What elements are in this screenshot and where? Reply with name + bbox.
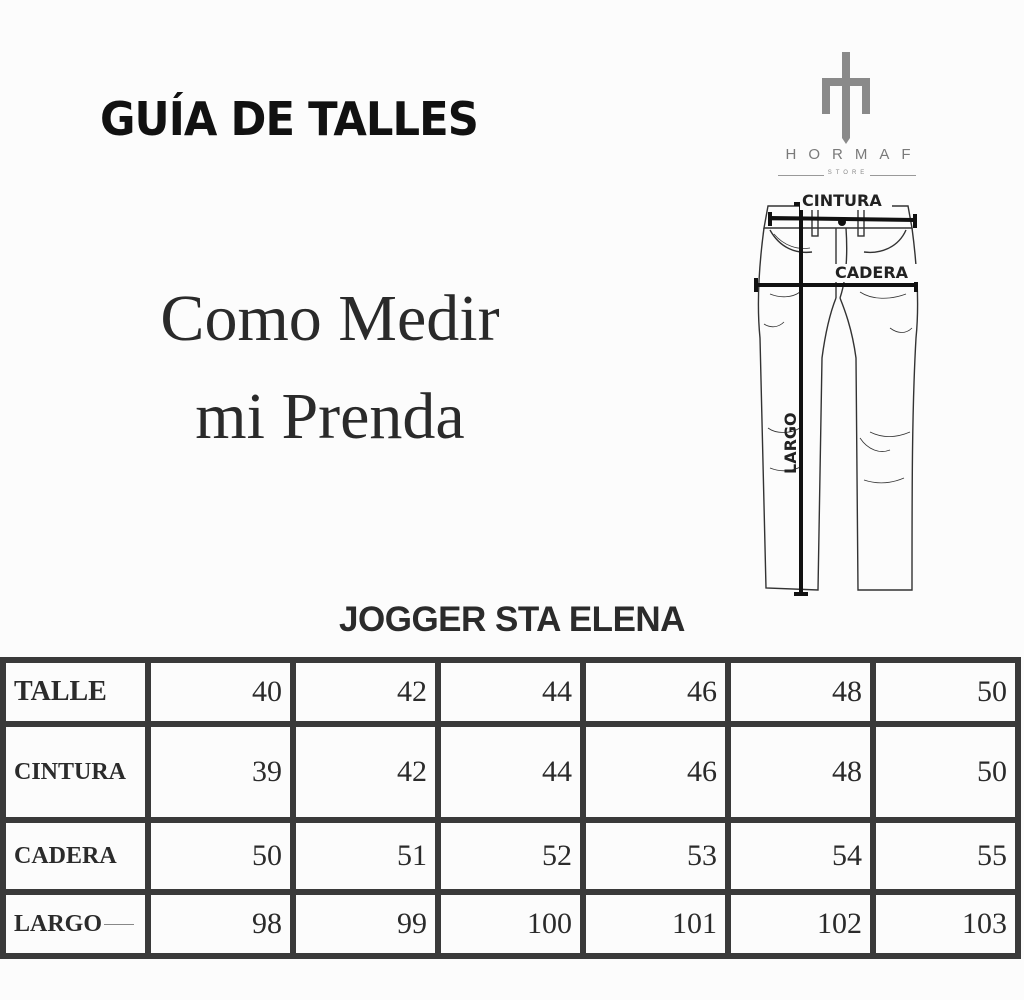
row-label: TALLE [3,660,148,724]
row-label [3,892,148,956]
table-cell: 103 [873,892,1018,956]
waist-label: CINTURA [802,191,882,210]
page-title: GUÍA DE TALLES [100,92,478,146]
dash-decoration [104,924,134,925]
pants-diagram [740,188,940,608]
table-cell: 42 [293,724,438,820]
table-cell: 46 [583,724,728,820]
table-cell: 44 [438,724,583,820]
table-row-talle [3,660,1018,724]
table-cell: 46 [583,660,728,724]
row-label-text: LARGO [14,910,103,937]
table-cell: 51 [293,820,438,892]
subtitle-line-2: mi Prenda [195,380,465,453]
table-cell: 53 [583,820,728,892]
table-row-cintura [3,724,1018,820]
brand-name: HORMAF [785,146,923,163]
table-row-largo [3,892,1018,956]
logo-rule-right [870,175,916,176]
table-cell: 48 [728,724,873,820]
table-cell: 99 [293,892,438,956]
table-cell: 50 [148,820,293,892]
table-cell: 55 [873,820,1018,892]
hip-label: CADERA [835,263,909,282]
length-label: LARGO [781,412,800,474]
product-name: JOGGER STA ELENA [339,600,685,639]
table-cell: 100 [438,892,583,956]
brand-tagline: STORE [827,170,869,176]
subtitle-line-1: Como Medir [160,282,500,355]
row-label: CINTURA [3,724,148,820]
table-cell: 50 [873,660,1018,724]
table-cell: 42 [293,660,438,724]
table-cell: 98 [148,892,293,956]
table-cell: 39 [148,724,293,820]
table-cell: 102 [728,892,873,956]
row-label: CADERA [3,820,148,892]
table-cell: 50 [873,724,1018,820]
size-table [0,657,1021,959]
table-cell: 48 [728,660,873,724]
table-cell: 52 [438,820,583,892]
table-cell: 44 [438,660,583,724]
table-cell: 40 [148,660,293,724]
table-cell: 101 [583,892,728,956]
table-row-cadera [3,820,1018,892]
table-cell: 54 [728,820,873,892]
